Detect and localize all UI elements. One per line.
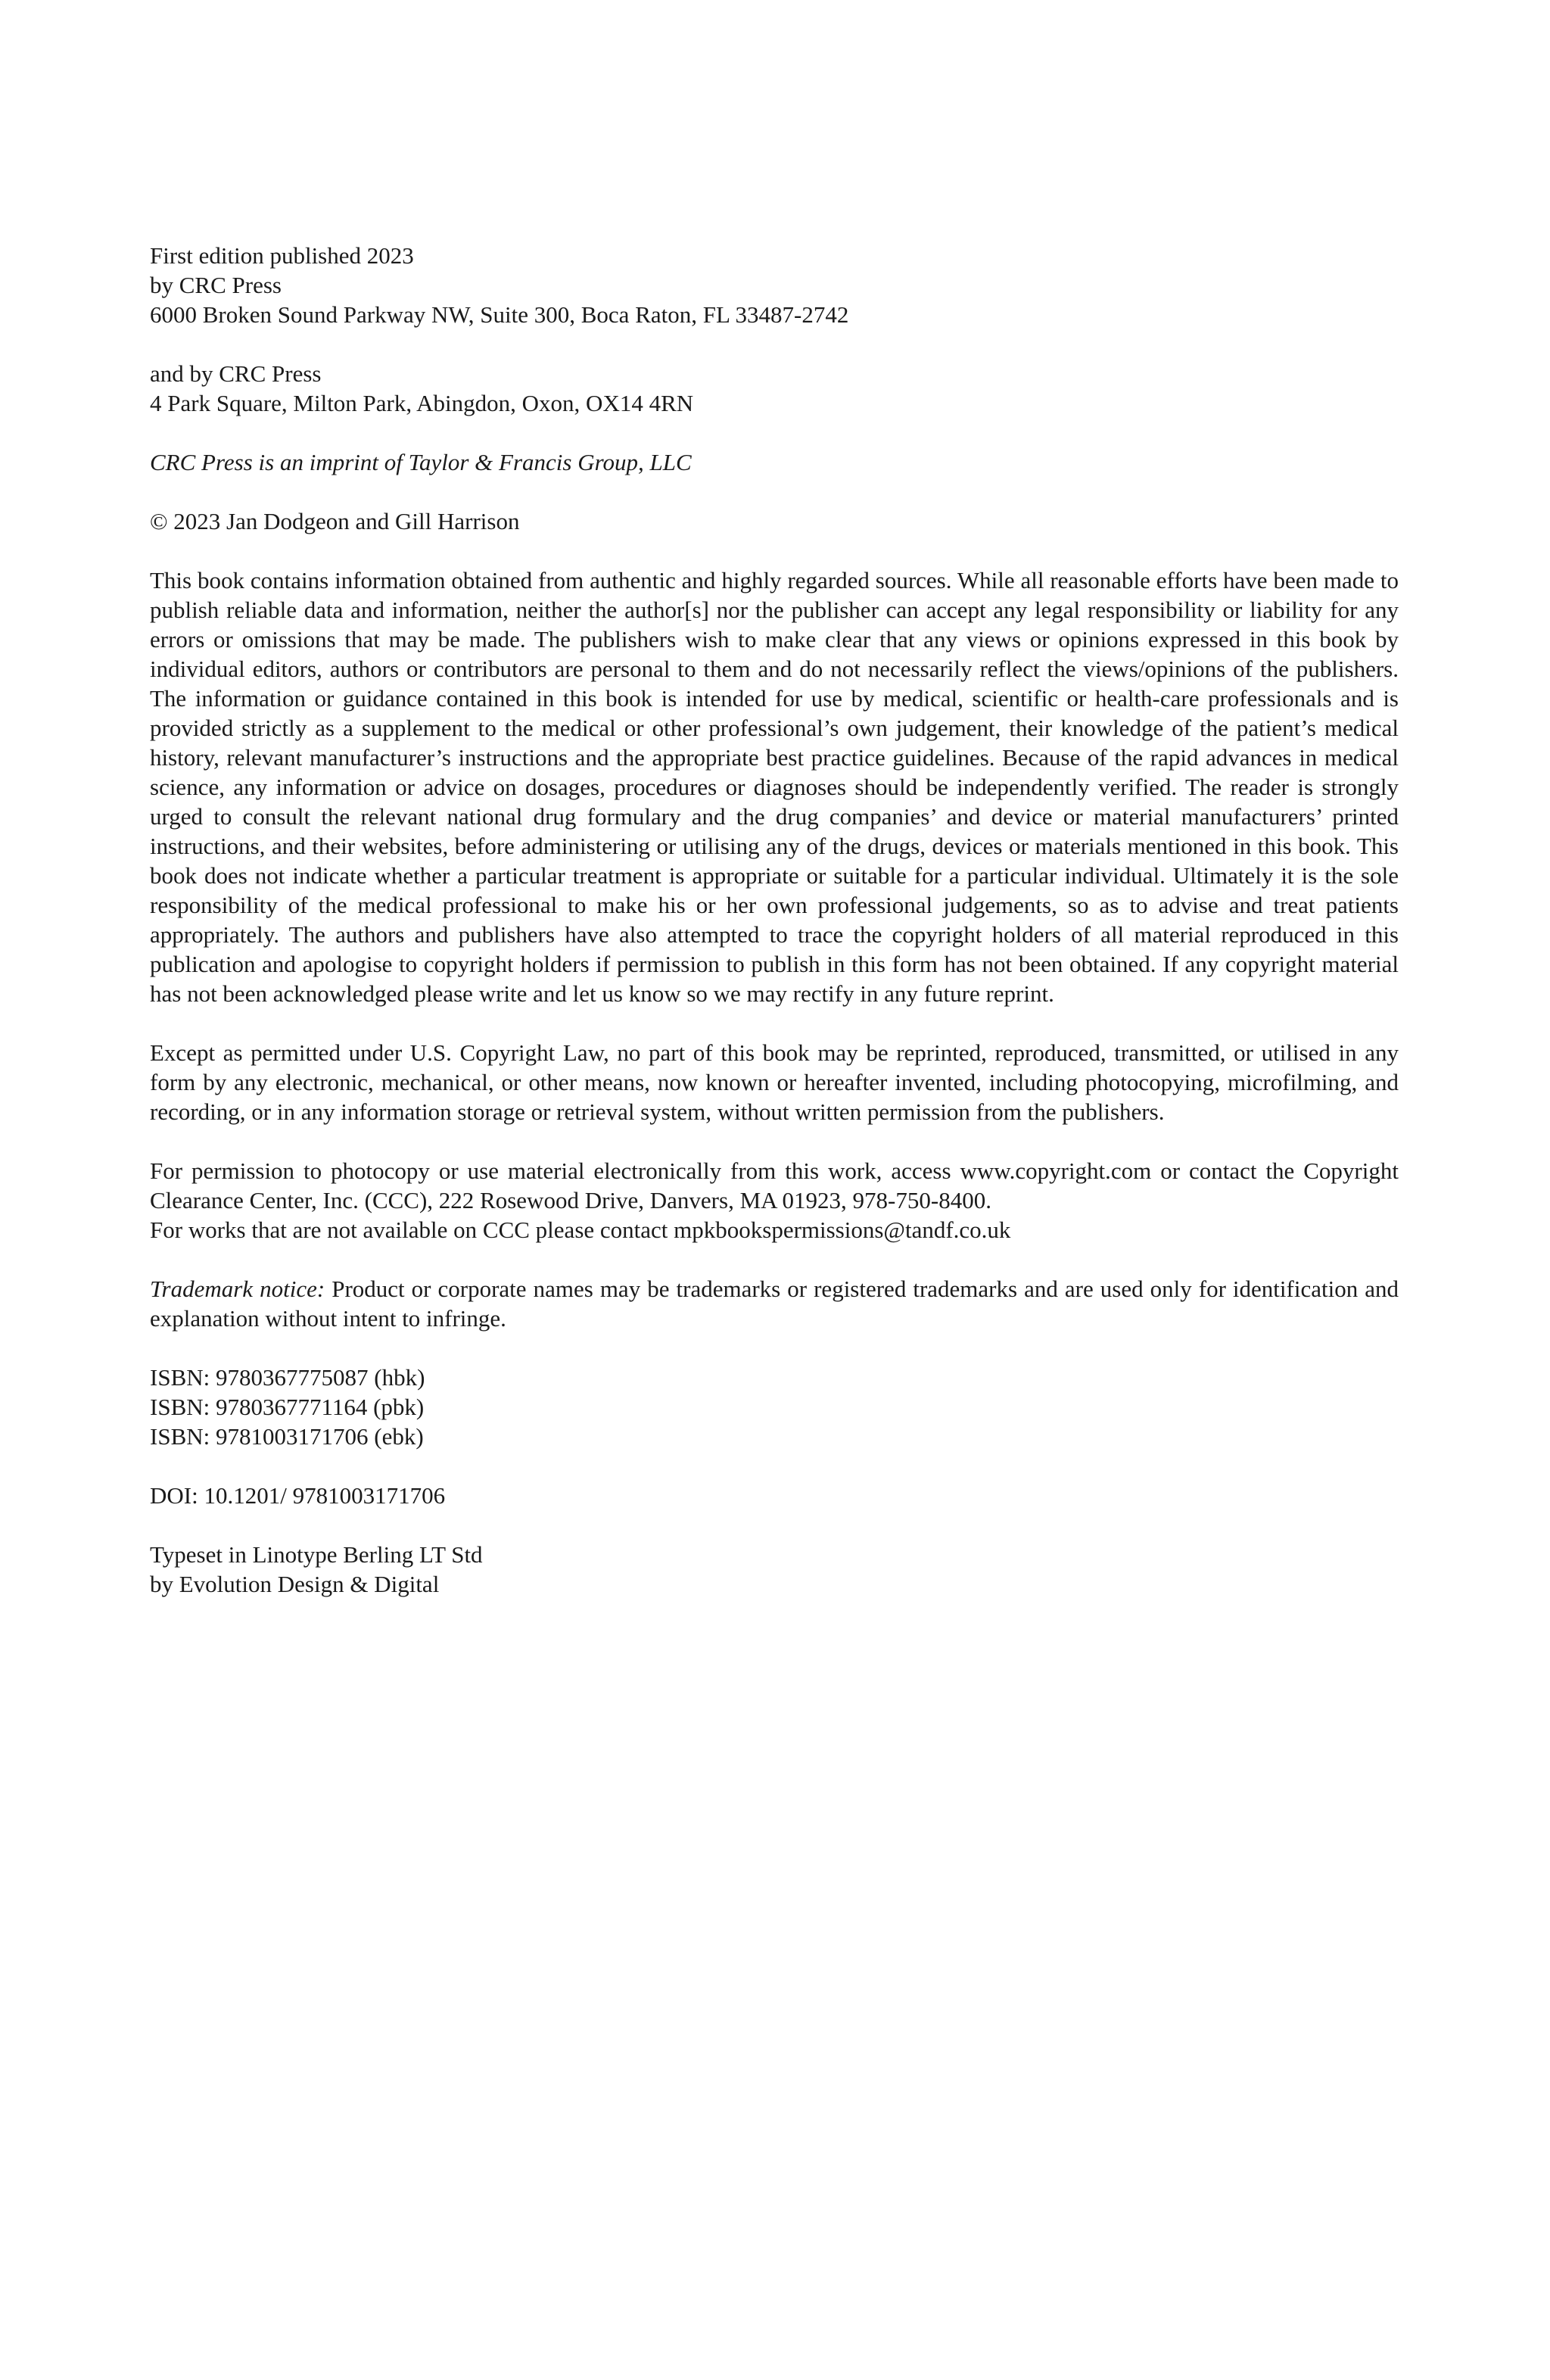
- typeset-section: [150, 1540, 1399, 1599]
- typeset-line-1: Typeset in Linotype Berling LT Std: [150, 1541, 483, 1568]
- trademark-paragraph: [150, 1274, 1399, 1333]
- doi-section: [150, 1481, 1399, 1510]
- permissions-contact-line: For works that are not available on CCC please contact mpkbookspermissions@tandf.co.uk: [150, 1216, 1011, 1243]
- copyright-law-section: [150, 1038, 1399, 1126]
- trademark-section: [150, 1274, 1399, 1333]
- second-publisher-line: and by CRC Press: [150, 360, 322, 387]
- disclaimer-paragraph: This book contains information obtained from authentic and highly regarded sources. While all reasonable efforts have been made to publish reliable data and information, neither the author[s] nor the publisher can accept any legal responsibility or liability for any errors or omissions that may be made. The publishers wish to make clear that any views or opinions expressed in this book by individual editors, authors or contributors are personal to them and do not necessarily reflect the views/opinions of the publishers. The information or guidance contained in this book is intended for use by medical, scientific or health-care professionals and is provided strictly as a supplement to the medical or other professional’s own judgement, their knowledge of the patient’s medical history, relevant manufacturer’s instructions and the appropriate best practice guidelines. Because of the rapid advances in medical science, any information or advice on dosages, procedures or diagnoses should be independently verified. The reader is strongly urged to consult the relevant national drug formulary and the drug companies’ and device or material manufacturers’ printed instructions, and their websites, before administering or utilising any of the drugs, devices or materials mentioned in this book. This book does not indicate whether a particular treatment is appropriate or suitable for a particular individual. Ultimately it is the sole responsibility of the medical professional to make his or her own professional judgements, so as to advise and treat patients appropriately. The authors and publishers have also attempted to trace the copyright holders of all material reproduced in this publication and apologise to copyright holders if permission to publish in this form has not been obtained. If any copyright material has not been acknowledged please write and let us know so we may rectify in any future reprint.: [150, 567, 1399, 1007]
- publisher-line: by CRC Press: [150, 272, 282, 298]
- trademark-label: Trademark notice:: [150, 1276, 325, 1302]
- publication-info: [150, 241, 1399, 329]
- permissions-section: [150, 1156, 1399, 1245]
- isbn-section: [150, 1363, 1399, 1451]
- copyright-law-paragraph: Except as permitted under U.S. Copyright Law, no part of this book may be reprinted, reproduced, transmitted, or utilised in any form by any electronic, mechanical, or other means, now known or hereafter invented, including photocopying, microfilming, and recording, or in any information storage or retrieval system, without written permission from the publishers.: [150, 1039, 1399, 1125]
- typeset-line-2: by Evolution Design & Digital: [150, 1571, 440, 1597]
- isbn-pbk: ISBN: 9780367771164 (pbk): [150, 1394, 425, 1420]
- copyright-notice: [150, 506, 1399, 536]
- publisher-address: 6000 Broken Sound Parkway NW, Suite 300, Boca Raton, FL 33487-2742: [150, 301, 849, 328]
- imprint-text: CRC Press is an imprint of Taylor & Francis Group, LLC: [150, 449, 692, 475]
- copyright-page: [150, 241, 1399, 1628]
- second-publisher-address: 4 Park Square, Milton Park, Abingdon, Oxon, OX14 4RN: [150, 390, 694, 416]
- second-publisher-info: [150, 359, 1399, 418]
- copyright-text: © 2023 Jan Dodgeon and Gill Harrison: [150, 508, 520, 534]
- imprint-notice: [150, 447, 1399, 477]
- doi-text: DOI: 10.1201/ 9781003171706: [150, 1482, 446, 1509]
- trademark-text: Product or corporate names may be trademarks or registered trademarks and are used only for identification and explanation without intent to infringe.: [150, 1276, 1399, 1332]
- edition-line: First edition published 2023: [150, 242, 414, 269]
- isbn-hbk: ISBN: 9780367775087 (hbk): [150, 1364, 425, 1391]
- permissions-paragraph: For permission to photocopy or use material electronically from this work, access www.copyright.com or contact the Copyright Clearance Center, Inc. (CCC), 222 Rosewood Drive, Danvers, MA 01923, 978-750-8400.: [150, 1157, 1399, 1213]
- isbn-ebk: ISBN: 9781003171706 (ebk): [150, 1423, 424, 1450]
- disclaimer-section: [150, 565, 1399, 1008]
